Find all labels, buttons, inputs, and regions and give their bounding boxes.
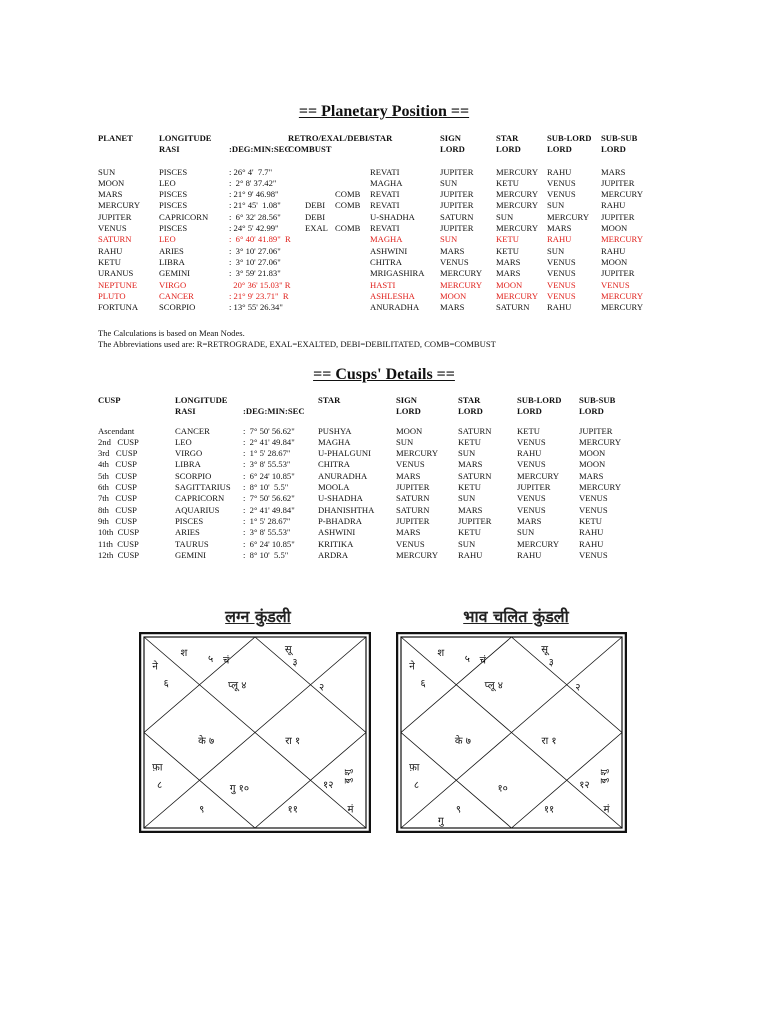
planet-degree: : 3° 10' 27.06" (229, 256, 281, 267)
cusp-rasi: SAGITTARIUS (175, 482, 231, 493)
cusp-name: 2nd CUSP (98, 436, 139, 447)
planet-star-lord: MOON (496, 279, 523, 290)
planet-sub-sub-lord: JUPITER (601, 177, 635, 188)
planet-sub-lord: VENUS (547, 177, 576, 188)
planet-name: MARS (98, 189, 123, 200)
cusp-star: ARDRA (318, 549, 349, 560)
planet-sub-sub-lord: JUPITER (601, 268, 635, 279)
chart-label: मं (603, 804, 610, 816)
cusp-name: 12th CUSP (98, 549, 140, 560)
planetary-header-cell: SIGN LORD (440, 133, 465, 155)
planet-sub-lord: RAHU (547, 302, 572, 313)
planet-name: VENUS (98, 223, 127, 234)
cusp-degree: : 8° 10' 5.5" (243, 482, 289, 493)
planet-sign-lord: VENUS (440, 256, 469, 267)
planet-row (98, 234, 658, 245)
cusp-sign-lord: MERCURY (396, 549, 439, 560)
planet-star-lord: MARS (496, 256, 521, 267)
planet-sign-lord: MARS (440, 302, 465, 313)
cusp-row (98, 505, 658, 516)
planet-rasi: PISCES (159, 200, 188, 211)
cusp-degree: : 7° 50' 56.62" (243, 493, 295, 504)
cusp-name: 6th CUSP (98, 482, 137, 493)
chart-label: ५ (464, 653, 470, 665)
cusp-sub-lord: SUN (517, 527, 535, 538)
planet-star-lord: MARS (496, 268, 521, 279)
cusp-star-lord: SUN (458, 538, 476, 549)
chart-label: गु १० (229, 783, 250, 795)
planet-sub-sub-lord: MOON (601, 256, 628, 267)
cusp-star-lord: KETU (458, 436, 481, 447)
lagna-chart-title: लग्न कुंडली (225, 607, 291, 626)
planet-star: REVATI (370, 200, 400, 211)
planetary-table (98, 133, 658, 313)
cusp-name: Ascendant (98, 425, 135, 436)
cusp-row (98, 437, 658, 448)
planetary-header-cell: SUB-LORD LORD (547, 133, 592, 155)
cusp-sign-lord: MARS (396, 470, 421, 481)
chart-label: ११ (543, 804, 555, 816)
cusp-star: U-PHALGUNI (318, 448, 371, 459)
cusp-row (98, 459, 658, 470)
chart-label: ३ (292, 657, 298, 669)
abbrev-note: The Abbreviations used are: R=RETROGRADE, EXAL=EXALTED, DEBI=DEBILITATED, COMB=COMBUST (98, 339, 496, 349)
planet-sign-lord: JUPITER (440, 189, 474, 200)
cusp-rasi: LIBRA (175, 459, 201, 470)
planet-sub-sub-lord: VENUS (601, 279, 630, 290)
planetary-header-cell: LONGITUDE RASI (159, 133, 212, 155)
planet-sub-lord: MARS (547, 223, 572, 234)
planet-sub-sub-lord: MERCURY (601, 290, 644, 301)
cusp-degree: : 7° 50' 56.62" (243, 425, 295, 436)
cusp-sub-lord: JUPITER (517, 482, 551, 493)
cusp-star: CHITRA (318, 459, 350, 470)
cusps-header-cell: STAR LORD (458, 395, 483, 417)
chart-label: १२ (579, 779, 590, 791)
cusp-star: ANURADHA (318, 470, 368, 481)
cusp-rasi: CAPRICORN (175, 493, 225, 504)
cusp-sign-lord: JUPITER (396, 482, 430, 493)
planet-star: ASHLESHA (370, 290, 415, 301)
planet-sub-lord: VENUS (547, 290, 576, 301)
cusp-row (98, 448, 658, 459)
cusp-rasi: ARIES (175, 527, 200, 538)
planet-sub-lord: RAHU (547, 234, 572, 245)
cusp-sign-lord: SATURN (396, 504, 430, 515)
cusp-name: 5th CUSP (98, 470, 137, 481)
planet-star: U-SHADHA (370, 211, 415, 222)
cusp-sub-lord: KETU (517, 425, 540, 436)
planet-row (98, 212, 658, 223)
cusp-sub-lord: VENUS (517, 436, 546, 447)
planet-degree: : 6° 40' 41.89" R (229, 234, 291, 245)
planet-sub-lord: SUN (547, 200, 565, 211)
planet-sign-lord: SUN (440, 177, 458, 188)
cusp-name: 3rd CUSP (98, 448, 138, 459)
cusp-degree: : 3° 8' 55.53" (243, 527, 291, 538)
planet-sign-lord: JUPITER (440, 166, 474, 177)
planetary-title: == Planetary Position == (298, 103, 470, 120)
planet-star: MRIGASHIRA (370, 268, 425, 279)
planet-sub-sub-lord: MARS (601, 166, 626, 177)
planet-degree: : 6° 32' 28.56" (229, 211, 281, 222)
cusp-star-lord: SATURN (458, 470, 492, 481)
cusp-degree: : 1° 5' 28.67" (243, 515, 291, 526)
cusp-star-lord: KETU (458, 482, 481, 493)
cusp-sub-sub-lord: VENUS (579, 549, 608, 560)
cusp-sign-lord: VENUS (396, 538, 425, 549)
cusp-rasi: VIRGO (175, 448, 203, 459)
chart-label: मं (347, 804, 354, 816)
planet-row (98, 223, 658, 234)
cusp-sub-lord: MERCURY (517, 470, 560, 481)
planet-rasi: GEMINI (159, 268, 191, 279)
planet-sub-lord: MERCURY (547, 211, 590, 222)
bhav-chart-title: भाव चलित कुंडली (463, 607, 569, 626)
cusps-header-row (98, 395, 658, 418)
chart-label: रा १ (541, 735, 557, 747)
cusps-header-cell: SIGN LORD (396, 395, 421, 417)
planet-row (98, 257, 658, 268)
cusp-star: MOOLA (318, 482, 350, 493)
chart-label: ६ (420, 678, 426, 690)
planet-row (98, 189, 658, 200)
chart-label: ८ (156, 779, 163, 791)
planet-name: MOON (98, 177, 125, 188)
chart-label: गु (437, 816, 444, 828)
cusp-star-lord: SUN (458, 448, 476, 459)
planet-row (98, 246, 658, 257)
planet-rasi: PISCES (159, 189, 188, 200)
cusp-sub-sub-lord: MOON (579, 448, 606, 459)
planet-name: JUPITER (98, 211, 132, 222)
planet-rasi: CAPRICORN (159, 211, 209, 222)
cusp-degree: : 3° 8' 55.53" (243, 459, 291, 470)
cusp-sub-sub-lord: RAHU (579, 527, 604, 538)
cusp-star-lord: JUPITER (458, 515, 492, 526)
chart-label: ८ (413, 779, 420, 791)
cusp-degree: : 8° 10' 5.5" (243, 549, 289, 560)
planetary-header-cell: RETRO/EXAL/DEBI/ COMBUST (288, 133, 371, 155)
cusp-row (98, 493, 658, 504)
cusp-star-lord: RAHU (458, 549, 483, 560)
cusp-sub-sub-lord: JUPITER (579, 425, 613, 436)
cusp-sign-lord: MOON (396, 425, 423, 436)
cusp-sign-lord: VENUS (396, 459, 425, 470)
planet-sub-sub-lord: MERCURY (601, 189, 644, 200)
planet-sign-lord: MARS (440, 245, 465, 256)
cusp-name: 7th CUSP (98, 493, 137, 504)
cusp-star: MAGHA (318, 436, 351, 447)
chart-label: श (180, 648, 188, 660)
cusp-sub-lord: RAHU (517, 448, 542, 459)
bhav-chalit-kundali-chart (396, 632, 627, 833)
chart-label: चं (479, 655, 486, 667)
planet-sub-lord: RAHU (547, 166, 572, 177)
cusp-sub-lord: VENUS (517, 459, 546, 470)
planet-name: SATURN (98, 234, 132, 245)
cusp-degree: : 1° 5' 28.67" (243, 448, 291, 459)
cusp-sub-sub-lord: RAHU (579, 538, 604, 549)
planet-rasi: LEO (159, 234, 176, 245)
cusp-star: DHANISHTHA (318, 504, 375, 515)
cusp-degree: : 6° 24' 10.85" (243, 470, 295, 481)
chart-label: बु शु (599, 769, 610, 784)
chart-label: ६ (163, 678, 169, 690)
planet-degree: : 3° 10' 27.06" (229, 245, 281, 256)
cusp-name: 9th CUSP (98, 515, 137, 526)
cusp-sub-sub-lord: MARS (579, 470, 604, 481)
planet-star: REVATI (370, 223, 400, 234)
chart-label: सू (541, 644, 549, 656)
planet-sub-sub-lord: MOON (601, 223, 628, 234)
chart-label: बु शु (343, 769, 354, 784)
cusp-row (98, 550, 658, 561)
cusp-sub-lord: RAHU (517, 549, 542, 560)
cusp-name: 11th CUSP (98, 538, 139, 549)
planet-sub-sub-lord: RAHU (601, 200, 626, 211)
planet-row (98, 178, 658, 189)
planet-rasi: CANCER (159, 290, 194, 301)
cusp-sub-sub-lord: MERCURY (579, 436, 622, 447)
cusp-star: P-BHADRA (318, 515, 362, 526)
cusp-sub-sub-lord: VENUS (579, 493, 608, 504)
cusp-name: 8th CUSP (98, 504, 137, 515)
planet-sign-lord: SUN (440, 234, 458, 245)
planet-name: PLUTO (98, 290, 126, 301)
planet-name: NEPTUNE (98, 279, 138, 290)
cusp-star-lord: KETU (458, 527, 481, 538)
cusp-sub-sub-lord: KETU (579, 515, 602, 526)
chart-label: प्लू ४ (228, 680, 247, 692)
planet-name: URANUS (98, 268, 134, 279)
cusp-sign-lord: SUN (396, 436, 414, 447)
chart-label: २ (575, 682, 581, 694)
cusp-sub-lord: VENUS (517, 504, 546, 515)
chart-label: रा १ (285, 735, 301, 747)
planet-star-lord: KETU (496, 177, 519, 188)
chart-label: ३ (548, 657, 554, 669)
planet-flag: DEBI (305, 211, 326, 222)
planet-sign-lord: JUPITER (440, 200, 474, 211)
planetary-header-cell: STAR LORD (496, 133, 521, 155)
cusp-degree: : 6° 24' 10.85" (243, 538, 295, 549)
cusp-star-lord: MARS (458, 459, 483, 470)
planet-sub-lord: VENUS (547, 279, 576, 290)
planetary-header-cell: SUB-SUB LORD (601, 133, 638, 155)
cusps-header-cell: LONGITUDE RASI (175, 395, 228, 417)
planet-star: REVATI (370, 166, 400, 177)
chart-label: के ७ (198, 735, 215, 747)
planet-star-lord: KETU (496, 245, 519, 256)
planet-sub-lord: VENUS (547, 268, 576, 279)
cusp-sub-lord: VENUS (517, 493, 546, 504)
planet-row (98, 291, 658, 302)
planet-star: ANURADHA (370, 302, 420, 313)
planet-degree: 20° 36' 15.03" R (229, 279, 291, 290)
cusp-degree: : 2° 41' 49.84" (243, 504, 295, 515)
chart-label: फ़ा (152, 762, 163, 774)
cusp-row (98, 539, 658, 550)
planet-row (98, 200, 658, 211)
cusps-header-cell: STAR (318, 395, 341, 405)
cusp-star: ASHWINI (318, 527, 356, 538)
cusps-title: == Cusps' Details == (313, 366, 455, 383)
planet-star: REVATI (370, 189, 400, 200)
cusp-sub-sub-lord: MOON (579, 459, 606, 470)
planet-star-lord: MERCURY (496, 189, 539, 200)
planet-degree: : 13° 55' 26.34" (229, 302, 283, 313)
cusp-row (98, 516, 658, 527)
lagna-kundali-chart (139, 632, 371, 833)
planetary-header-cell: STAR (370, 133, 393, 143)
chart-label: चं (222, 655, 230, 667)
cusp-sub-sub-lord: VENUS (579, 504, 608, 515)
planet-sub-sub-lord: MERCURY (601, 234, 644, 245)
cusps-header-cell: SUB-LORD LORD (517, 395, 562, 417)
planet-star: MAGHA (370, 177, 403, 188)
cusp-degree: : 2° 41' 49.84" (243, 436, 295, 447)
planet-name: FORTUNA (98, 302, 139, 313)
planet-sub-lord: VENUS (547, 256, 576, 267)
cusp-rasi: TAURUS (175, 538, 209, 549)
planet-star: MAGHA (370, 234, 403, 245)
cusp-rasi: GEMINI (175, 549, 207, 560)
planet-rasi: LIBRA (159, 256, 185, 267)
chart-label: ने (409, 661, 415, 673)
planet-flag: EXAL (305, 223, 328, 234)
cusp-star: U-SHADHA (318, 493, 363, 504)
chart-label: श (437, 648, 445, 660)
planet-degree: : 24° 5' 42.99" (229, 223, 279, 234)
cusp-sub-sub-lord: MERCURY (579, 482, 622, 493)
cusps-table (98, 395, 658, 561)
planet-star: HASTI (370, 279, 396, 290)
planet-degree: : 2° 8' 37.42" (229, 177, 277, 188)
planet-star: ASHWINI (370, 245, 408, 256)
planet-star-lord: KETU (496, 234, 519, 245)
cusp-rasi: AQUARIUS (175, 504, 220, 515)
planet-degree: : 21° 9' 46.98" (229, 189, 279, 200)
planet-name: RAHU (98, 245, 123, 256)
chart-label: फ़ा (409, 762, 420, 774)
chart-label: के ७ (454, 735, 471, 747)
planet-star-lord: MERCURY (496, 200, 539, 211)
planet-rasi: SCORPIO (159, 302, 196, 313)
cusp-sign-lord: JUPITER (396, 515, 430, 526)
cusp-rasi: CANCER (175, 425, 210, 436)
planet-row (98, 280, 658, 291)
planet-degree: : 21° 45' 1.08" (229, 200, 281, 211)
cusp-row (98, 426, 658, 437)
planet-degree: : 3° 59' 21.83" (229, 268, 281, 279)
planet-sign-lord: JUPITER (440, 223, 474, 234)
planet-rasi: LEO (159, 177, 176, 188)
chart-label: १० (497, 783, 508, 795)
cusp-star-lord: SATURN (458, 425, 492, 436)
cusp-sign-lord: MERCURY (396, 448, 439, 459)
cusp-row (98, 471, 658, 482)
planet-name: SUN (98, 166, 116, 177)
cusp-rasi: SCORPIO (175, 470, 212, 481)
planet-rasi: PISCES (159, 223, 188, 234)
chart-label: ११ (287, 804, 298, 816)
planet-star-lord: SUN (496, 211, 514, 222)
cusp-star-lord: MARS (458, 504, 483, 515)
planet-rasi: ARIES (159, 245, 184, 256)
cusps-header-cell: :DEG:MIN:SEC (243, 406, 305, 417)
planetary-header-row (98, 133, 658, 156)
planet-sub-lord: VENUS (547, 189, 576, 200)
cusp-name: 10th CUSP (98, 527, 140, 538)
cusp-sub-lord: MARS (517, 515, 542, 526)
planet-degree: : 21° 9' 23.71" R (229, 290, 289, 301)
planet-name: MERCURY (98, 200, 141, 211)
planet-star-lord: MERCURY (496, 166, 539, 177)
planet-row (98, 302, 658, 313)
cusp-sub-lord: MERCURY (517, 538, 560, 549)
planetary-header-cell: :DEG:MIN:SEC (229, 144, 291, 155)
planet-sub-sub-lord: JUPITER (601, 211, 635, 222)
planet-name: KETU (98, 256, 121, 267)
calc-note: The Calculations is based on Mean Nodes. (98, 328, 245, 338)
cusp-sign-lord: MARS (396, 527, 421, 538)
cusp-rasi: LEO (175, 436, 192, 447)
cusp-star: PUSHYA (318, 425, 352, 436)
planet-rasi: PISCES (159, 166, 188, 177)
planet-star: CHITRA (370, 256, 402, 267)
planet-comb: COMB (335, 223, 361, 234)
chart-label: सू (284, 644, 292, 656)
planet-sign-lord: MERCURY (440, 279, 483, 290)
chart-label: ९ (199, 804, 205, 816)
cusp-rasi: PISCES (175, 515, 204, 526)
cusp-star-lord: SUN (458, 493, 476, 504)
planet-sub-sub-lord: RAHU (601, 245, 626, 256)
planet-row (98, 167, 658, 178)
planet-sign-lord: MERCURY (440, 268, 483, 279)
planet-star-lord: SATURN (496, 302, 530, 313)
planetary-header-cell: PLANET (98, 133, 133, 143)
chart-label: १२ (323, 779, 334, 791)
cusps-header-cell: CUSP (98, 395, 121, 405)
planet-rasi: VIRGO (159, 279, 187, 290)
planet-comb: COMB (335, 189, 361, 200)
planet-star-lord: MERCURY (496, 223, 539, 234)
cusp-name: 4th CUSP (98, 459, 137, 470)
chart-label: २ (318, 682, 325, 694)
planet-comb: COMB (335, 200, 361, 211)
chart-label: प्लू ४ (484, 680, 504, 692)
cusp-row (98, 527, 658, 538)
cusps-header-cell: SUB-SUB LORD (579, 395, 616, 417)
planet-row (98, 268, 658, 279)
planet-sub-lord: SUN (547, 245, 565, 256)
planet-degree: : 26° 4' 7.7" (229, 166, 273, 177)
chart-label: ५ (207, 653, 214, 665)
planet-sign-lord: MOON (440, 290, 467, 301)
chart-label: ९ (455, 804, 462, 816)
planet-flag: DEBI (305, 200, 326, 211)
cusp-star: KRITIKA (318, 538, 354, 549)
cusp-row (98, 482, 658, 493)
planet-star-lord: MERCURY (496, 290, 539, 301)
planet-sub-sub-lord: MERCURY (601, 302, 644, 313)
planet-sign-lord: SATURN (440, 211, 474, 222)
cusp-sign-lord: SATURN (396, 493, 430, 504)
chart-label: ने (152, 661, 158, 673)
